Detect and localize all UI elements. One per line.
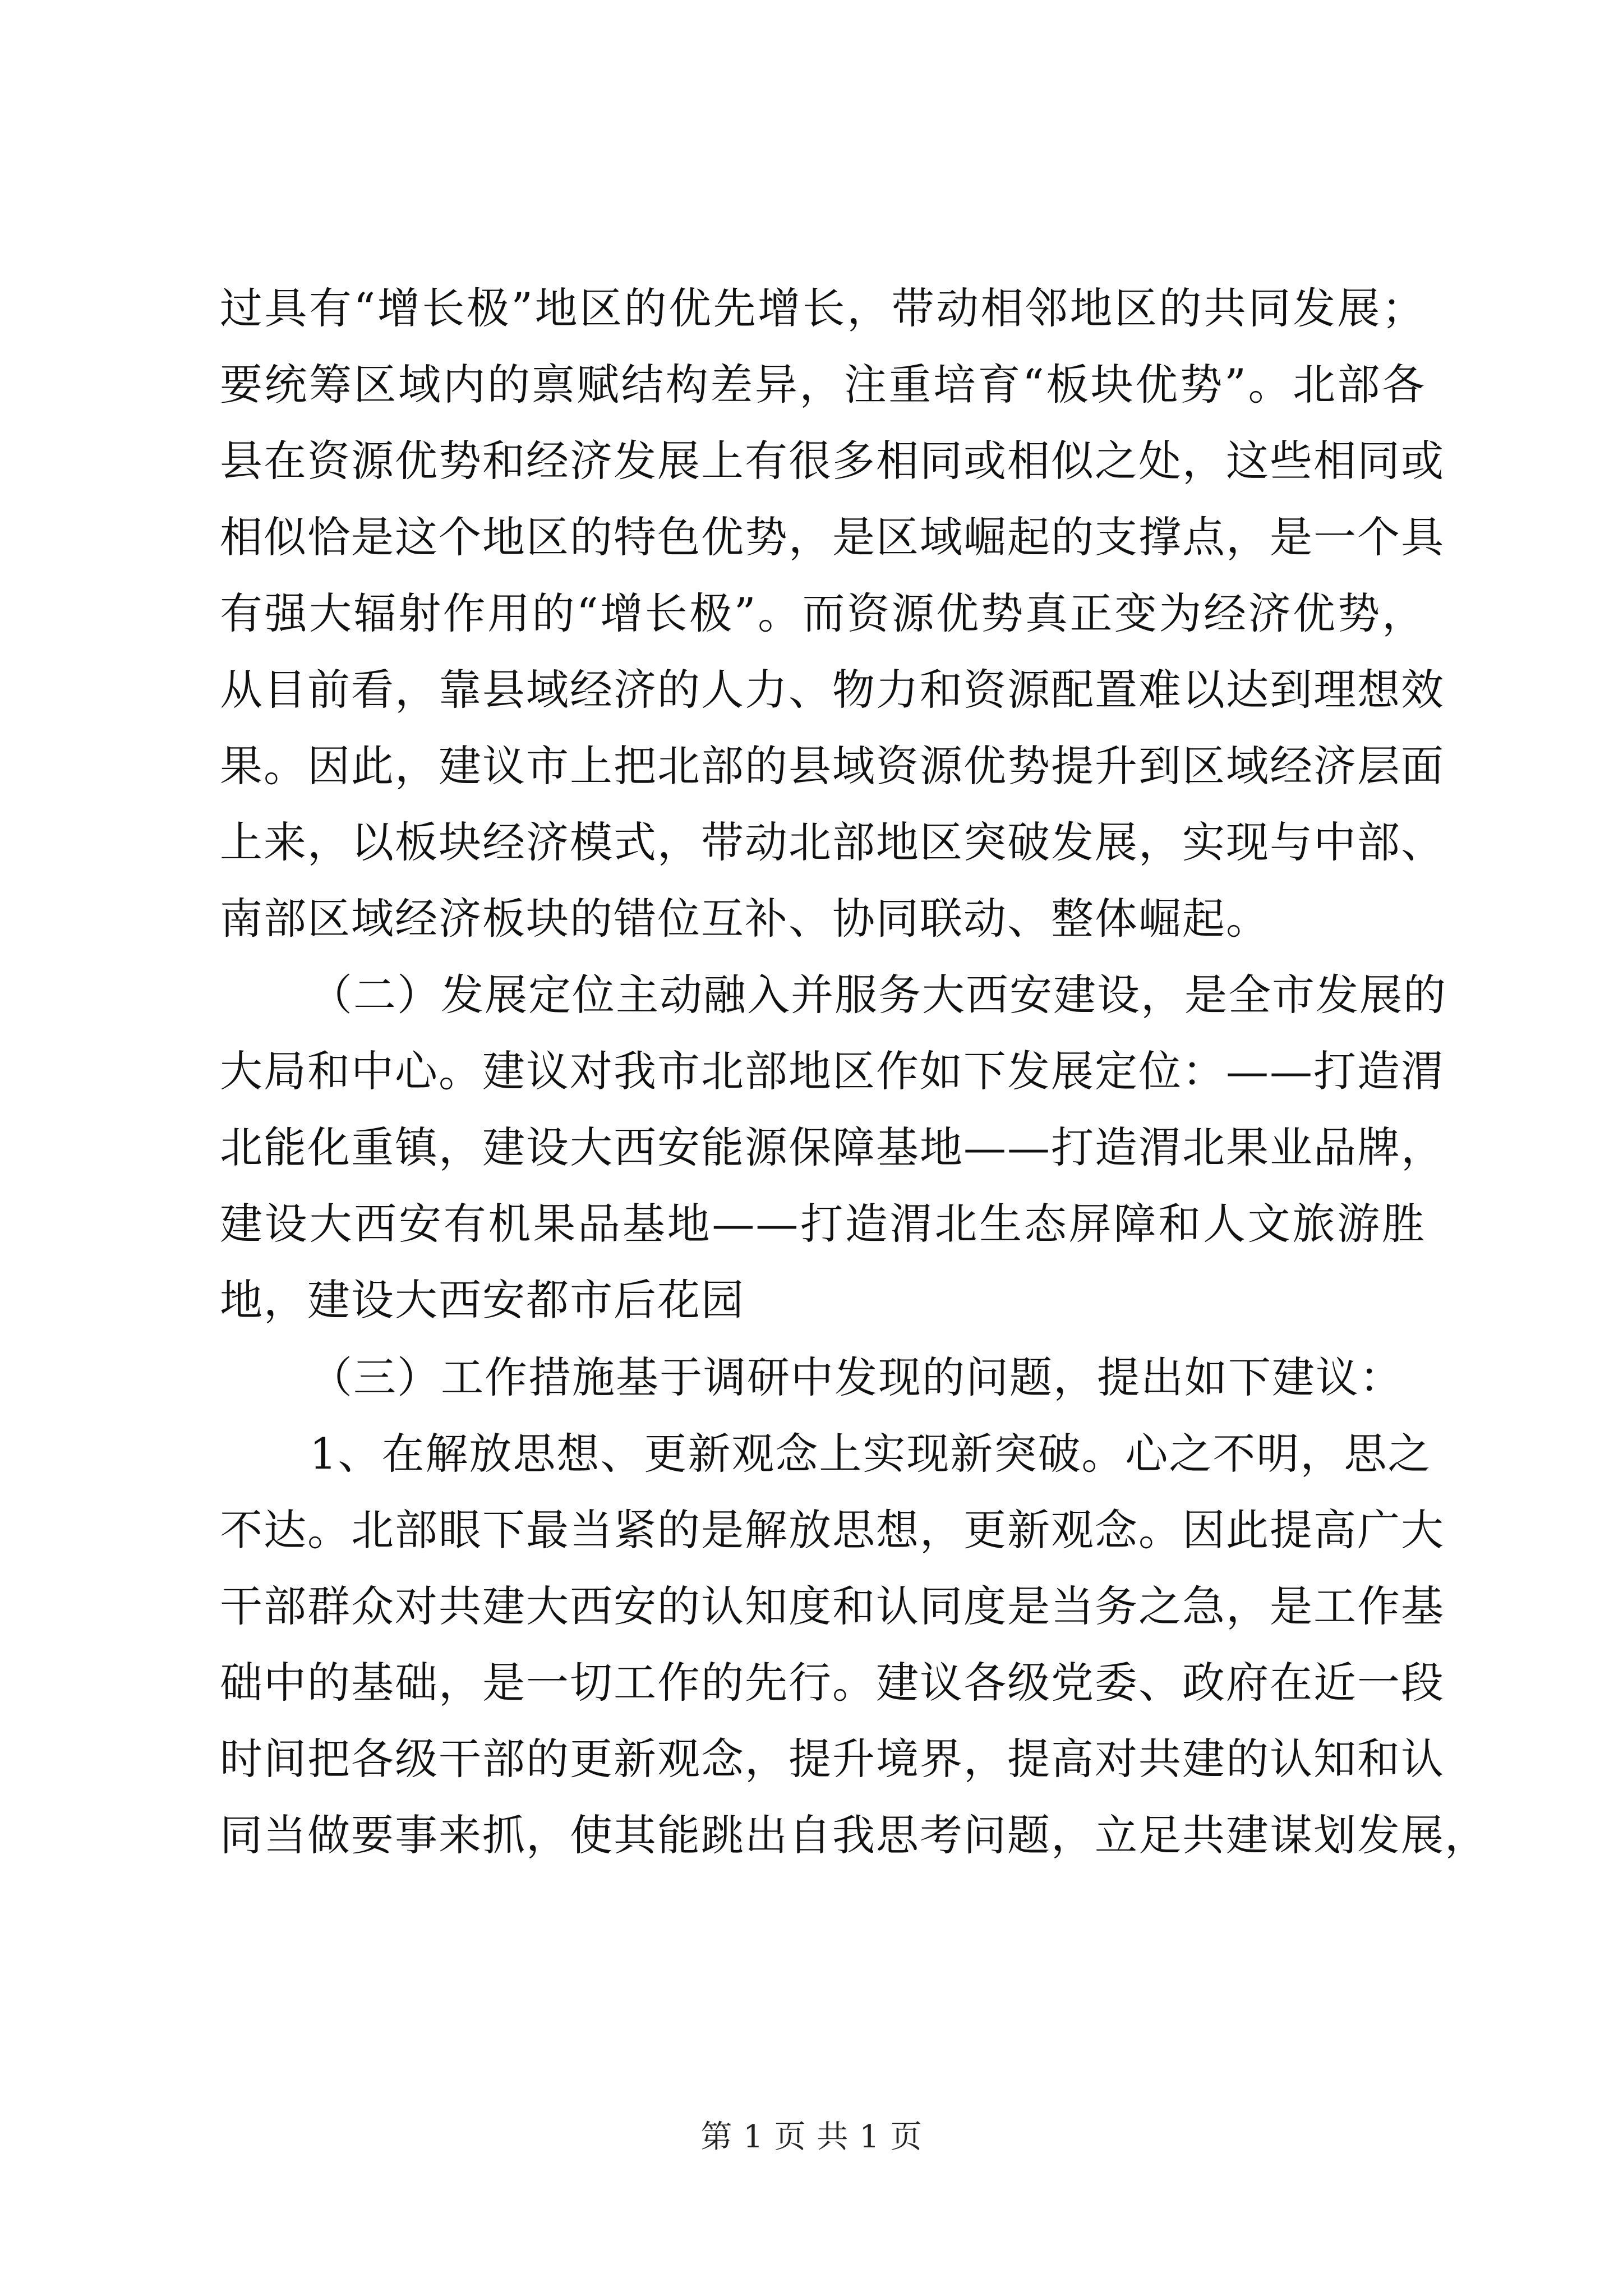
text-line-15: （三）工作措施基于调研中发现的问题，提出如下建议： [310,1352,1403,1402]
text-line-14: 地，建设大西安都市后花园 [220,1275,745,1325]
text-line-19: 础中的基础，是一切工作的先行。建议各级党委、政府在近一段 [220,1658,1445,1708]
text-line-7: 果。因此，建议市上把北部的县域资源优势提升到区域经济层面 [220,741,1445,791]
text-line-13: 建设大西安有机果品基地——打造渭北生态屏障和人文旅游胜 [220,1199,1426,1249]
text-line-11: 大局和中心。建议对我市北部地区作如下发展定位：——打造渭 [220,1046,1445,1096]
text-line-18: 干部群众对共建大西安的认知度和认同度是当务之急，是工作基 [220,1581,1445,1631]
text-line-2: 要统筹区域内的禀赋结构差异，注重培育“板块优势”。北部各 [220,360,1426,409]
text-line-8: 上来，以板块经济模式，带动北部地区突破发展，实现与中部、 [220,817,1445,867]
text-line-3: 县在资源优势和经济发展上有很多相同或相似之处，这些相同或 [220,436,1445,486]
text-line-6: 从目前看，靠县域经济的人力、物力和资源配置难以达到理想效 [220,665,1445,715]
text-line-20: 时间把各级干部的更新观念，提升境界，提高对共建的认知和认 [220,1734,1445,1784]
text-line-12: 北能化重镇，建设大西安能源保障基地——打造渭北果业品牌， [220,1122,1445,1172]
text-line-10: （二）发展定位主动融入并服务大西安建设，是全市发展的 [310,970,1447,1020]
text-line-9: 南部区域经济板块的错位互补、协同联动、整体崛起。 [220,894,1270,944]
text-line-4: 相似恰是这个地区的特色优势，是区域崛起的支撑点，是一个具 [220,512,1445,562]
text-line-17: 不达。北部眼下最当紧的是解放思想，更新观念。因此提高广大 [220,1505,1445,1555]
page-footer: 第 1 页 共 1 页 [700,2119,923,2155]
text-line-21: 同当做要事来抓，使其能跳出自我思考问题，立足共建谋划发展， [220,1810,1488,1860]
text-line-1: 过具有“增长极”地区的优先增长，带动相邻地区的共同发展； [220,283,1426,333]
text-line-16: 1、在解放思想、更新观念上实现新突破。心之不明，思之 [310,1429,1432,1479]
text-line-5: 有强大辐射作用的“增长极”。而资源优势真正变为经济优势， [220,588,1426,638]
